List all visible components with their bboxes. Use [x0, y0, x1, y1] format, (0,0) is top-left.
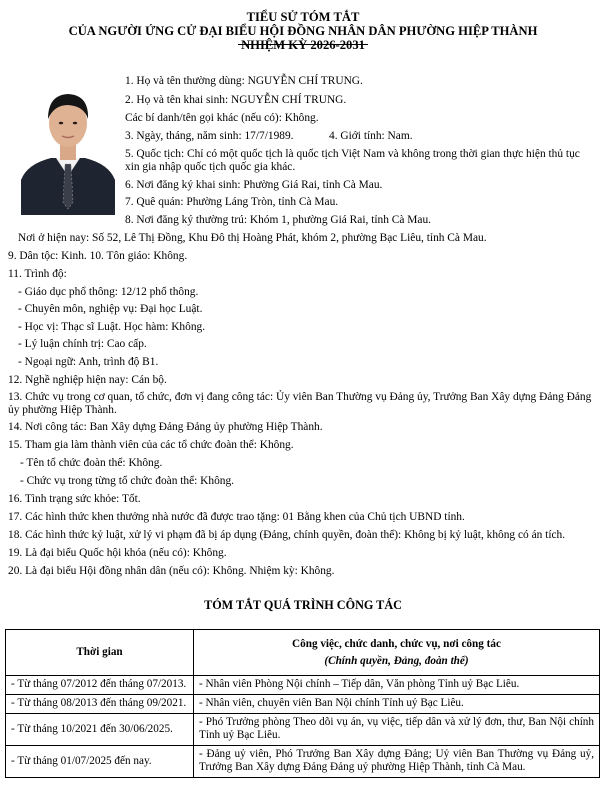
field-political-theory: - Lý luận chính trị: Cao cấp.: [18, 338, 147, 350]
field-alias: Các bí danh/tên gọi khác (nếu có): Không.: [125, 112, 319, 124]
field-workplace: 14. Nơi công tác: Ban Xây dựng Đảng Đảng ủy phường Hiệp Thành.: [8, 421, 323, 433]
table-header-row: [6, 630, 600, 676]
row-time: - Từ tháng 08/2013 đến tháng 09/2021.: [6, 695, 194, 714]
field-organization-name: - Tên tổ chức đoàn thể: Không.: [20, 457, 163, 469]
field-permanent-residence: 8. Nơi đăng ký thường trú: Khóm 1, phường Giá Rai, tỉnh Cà Mau.: [125, 214, 431, 226]
field-degree: - Học vị: Thạc sĩ Luật. Học hàm: Không.: [18, 321, 206, 333]
table-row: [6, 746, 600, 778]
table-row: [6, 714, 600, 746]
column-header-job-sublabel: (Chính quyền, Đảng, đoàn thể): [324, 654, 469, 667]
field-profession: - Chuyên môn, nghiệp vụ: Đại học Luật.: [18, 303, 203, 315]
table-row: [6, 676, 600, 695]
column-header-job-label: Công việc, chức danh, chức vụ, nơi công tác: [292, 637, 501, 650]
field-health: 16. Tình trạng sức khỏe: Tốt.: [8, 493, 141, 505]
field-awards: 17. Các hình thức khen thưởng nhà nước đã được trao tặng: 01 Bằng khen của Chủ tịch UBND tỉnh.: [8, 511, 465, 523]
work-history-table: [5, 629, 600, 778]
field-common-name: 1. Họ và tên thường dùng: NGUYỄN CHÍ TRUNG.: [125, 75, 363, 87]
field-foreign-language: - Ngoại ngữ: Anh, trình độ B1.: [18, 356, 159, 368]
field-organization-role: - Chức vụ trong từng tổ chức đoàn thể: Không.: [20, 475, 235, 487]
row-description: - Đảng uỷ viên, Phó Trưởng Ban Xây dựng Đảng; Uỷ viên Ban Thường vụ Đảng uỷ, Trưởng Ban Xây dựng Đảng Đảng uỷ phường Hiệp Thành, tỉnh Cà Mau.: [194, 746, 600, 778]
field-discipline: 18. Các hình thức kỷ luật, xử lý vi phạm đã bị áp dụng (Đảng, chính quyền, đoàn thể): Không bị kỷ luật, không có án tích.: [8, 529, 566, 541]
field-nationality: 5. Quốc tịch: Chỉ có một quốc tịch là quốc tịch Việt Nam và không trong thời gian thực hiện thủ tục xin gia nhập quốc tịch quốc gia khác.: [125, 148, 580, 173]
table-row: [6, 695, 600, 714]
column-header-time-label: Thời gian: [76, 646, 123, 658]
title-underline: [238, 44, 368, 45]
field-hometown: 7. Quê quán: Phường Láng Tròn, tỉnh Cà Mau.: [125, 196, 339, 208]
field-birth-registration: 6. Nơi đăng ký khai sinh: Phường Giá Rai, tỉnh Cà Mau.: [125, 179, 383, 191]
field-national-assembly: 19. Là đại biểu Quốc hội khóa (nếu có): Không.: [8, 547, 227, 559]
field-birth-date: 3. Ngày, tháng, năm sinh: 17/7/1989.: [125, 130, 294, 142]
field-occupation: 12. Nghề nghiệp hiện nay: Cán bộ.: [8, 374, 167, 386]
row-time: - Từ tháng 10/2021 đến 30/06/2025.: [6, 714, 194, 746]
column-header-job: [194, 630, 600, 676]
column-header-time: [6, 630, 194, 676]
doc-term: NHIỆM KỲ 2026-2031: [241, 38, 365, 52]
row-description: - Nhân viên Phòng Nội chính – Tiếp dân, Văn phòng Tỉnh uỷ Bạc Liêu.: [194, 676, 600, 695]
field-peoples-council: 20. Là đại biểu Hội đồng nhân dân (nếu có): Không. Nhiệm kỳ: Không.: [8, 565, 335, 577]
row-description: - Nhân viên, chuyên viên Ban Nội chính Tỉnh uỷ Bạc Liêu.: [194, 695, 600, 714]
field-general-education: - Giáo dục phổ thông: 12/12 phổ thông.: [18, 286, 199, 298]
field-education-heading: 11. Trình độ:: [8, 268, 67, 280]
doc-title: TIỂU SỬ TÓM TẮT: [246, 10, 360, 24]
field-ethnicity-religion: 9. Dân tộc: Kinh. 10. Tôn giáo: Không.: [8, 250, 188, 262]
field-current-residence: Nơi ở hiện nay: Số 52, Lê Thị Đồng, Khu Đô thị Hoàng Phát, khóm 2, phường Bạc Liêu, tỉnh Cà Mau.: [18, 232, 487, 244]
doc-subtitle: CỦA NGƯỜI ỨNG CỬ ĐẠI BIỂU HỘI ĐỒNG NHÂN DÂN PHƯỜNG HIỆP THÀNH: [68, 24, 538, 38]
field-position: 13. Chức vụ trong cơ quan, tổ chức, đơn vị đang công tác: Ủy viên Ban Thường vụ Đảng ủy, Trưởng Ban Xây dựng Đảng Đảng ủy phường Hiệp Thành.: [8, 391, 592, 416]
portrait-photo: [21, 76, 115, 215]
field-organizations: 15. Tham gia làm thành viên của các tổ chức đoàn thể: Không.: [8, 439, 294, 451]
field-birth-name: 2. Họ và tên khai sinh: NGUYỄN CHÍ TRUNG.: [125, 94, 347, 106]
row-time: - Từ tháng 07/2012 đến tháng 07/2013.: [6, 676, 194, 695]
row-description: - Phó Trưởng phòng Theo dõi vụ án, vụ việc, tiếp dân và xử lý đơn, thư, Ban Nội chính Tỉnh uỷ Bạc Liêu.: [194, 714, 600, 746]
field-gender: 4. Giới tính: Nam.: [329, 130, 413, 142]
row-time: - Từ tháng 01/07/2025 đến nay.: [6, 746, 194, 778]
work-history-title: TÓM TẮT QUÁ TRÌNH CÔNG TÁC: [204, 598, 402, 612]
